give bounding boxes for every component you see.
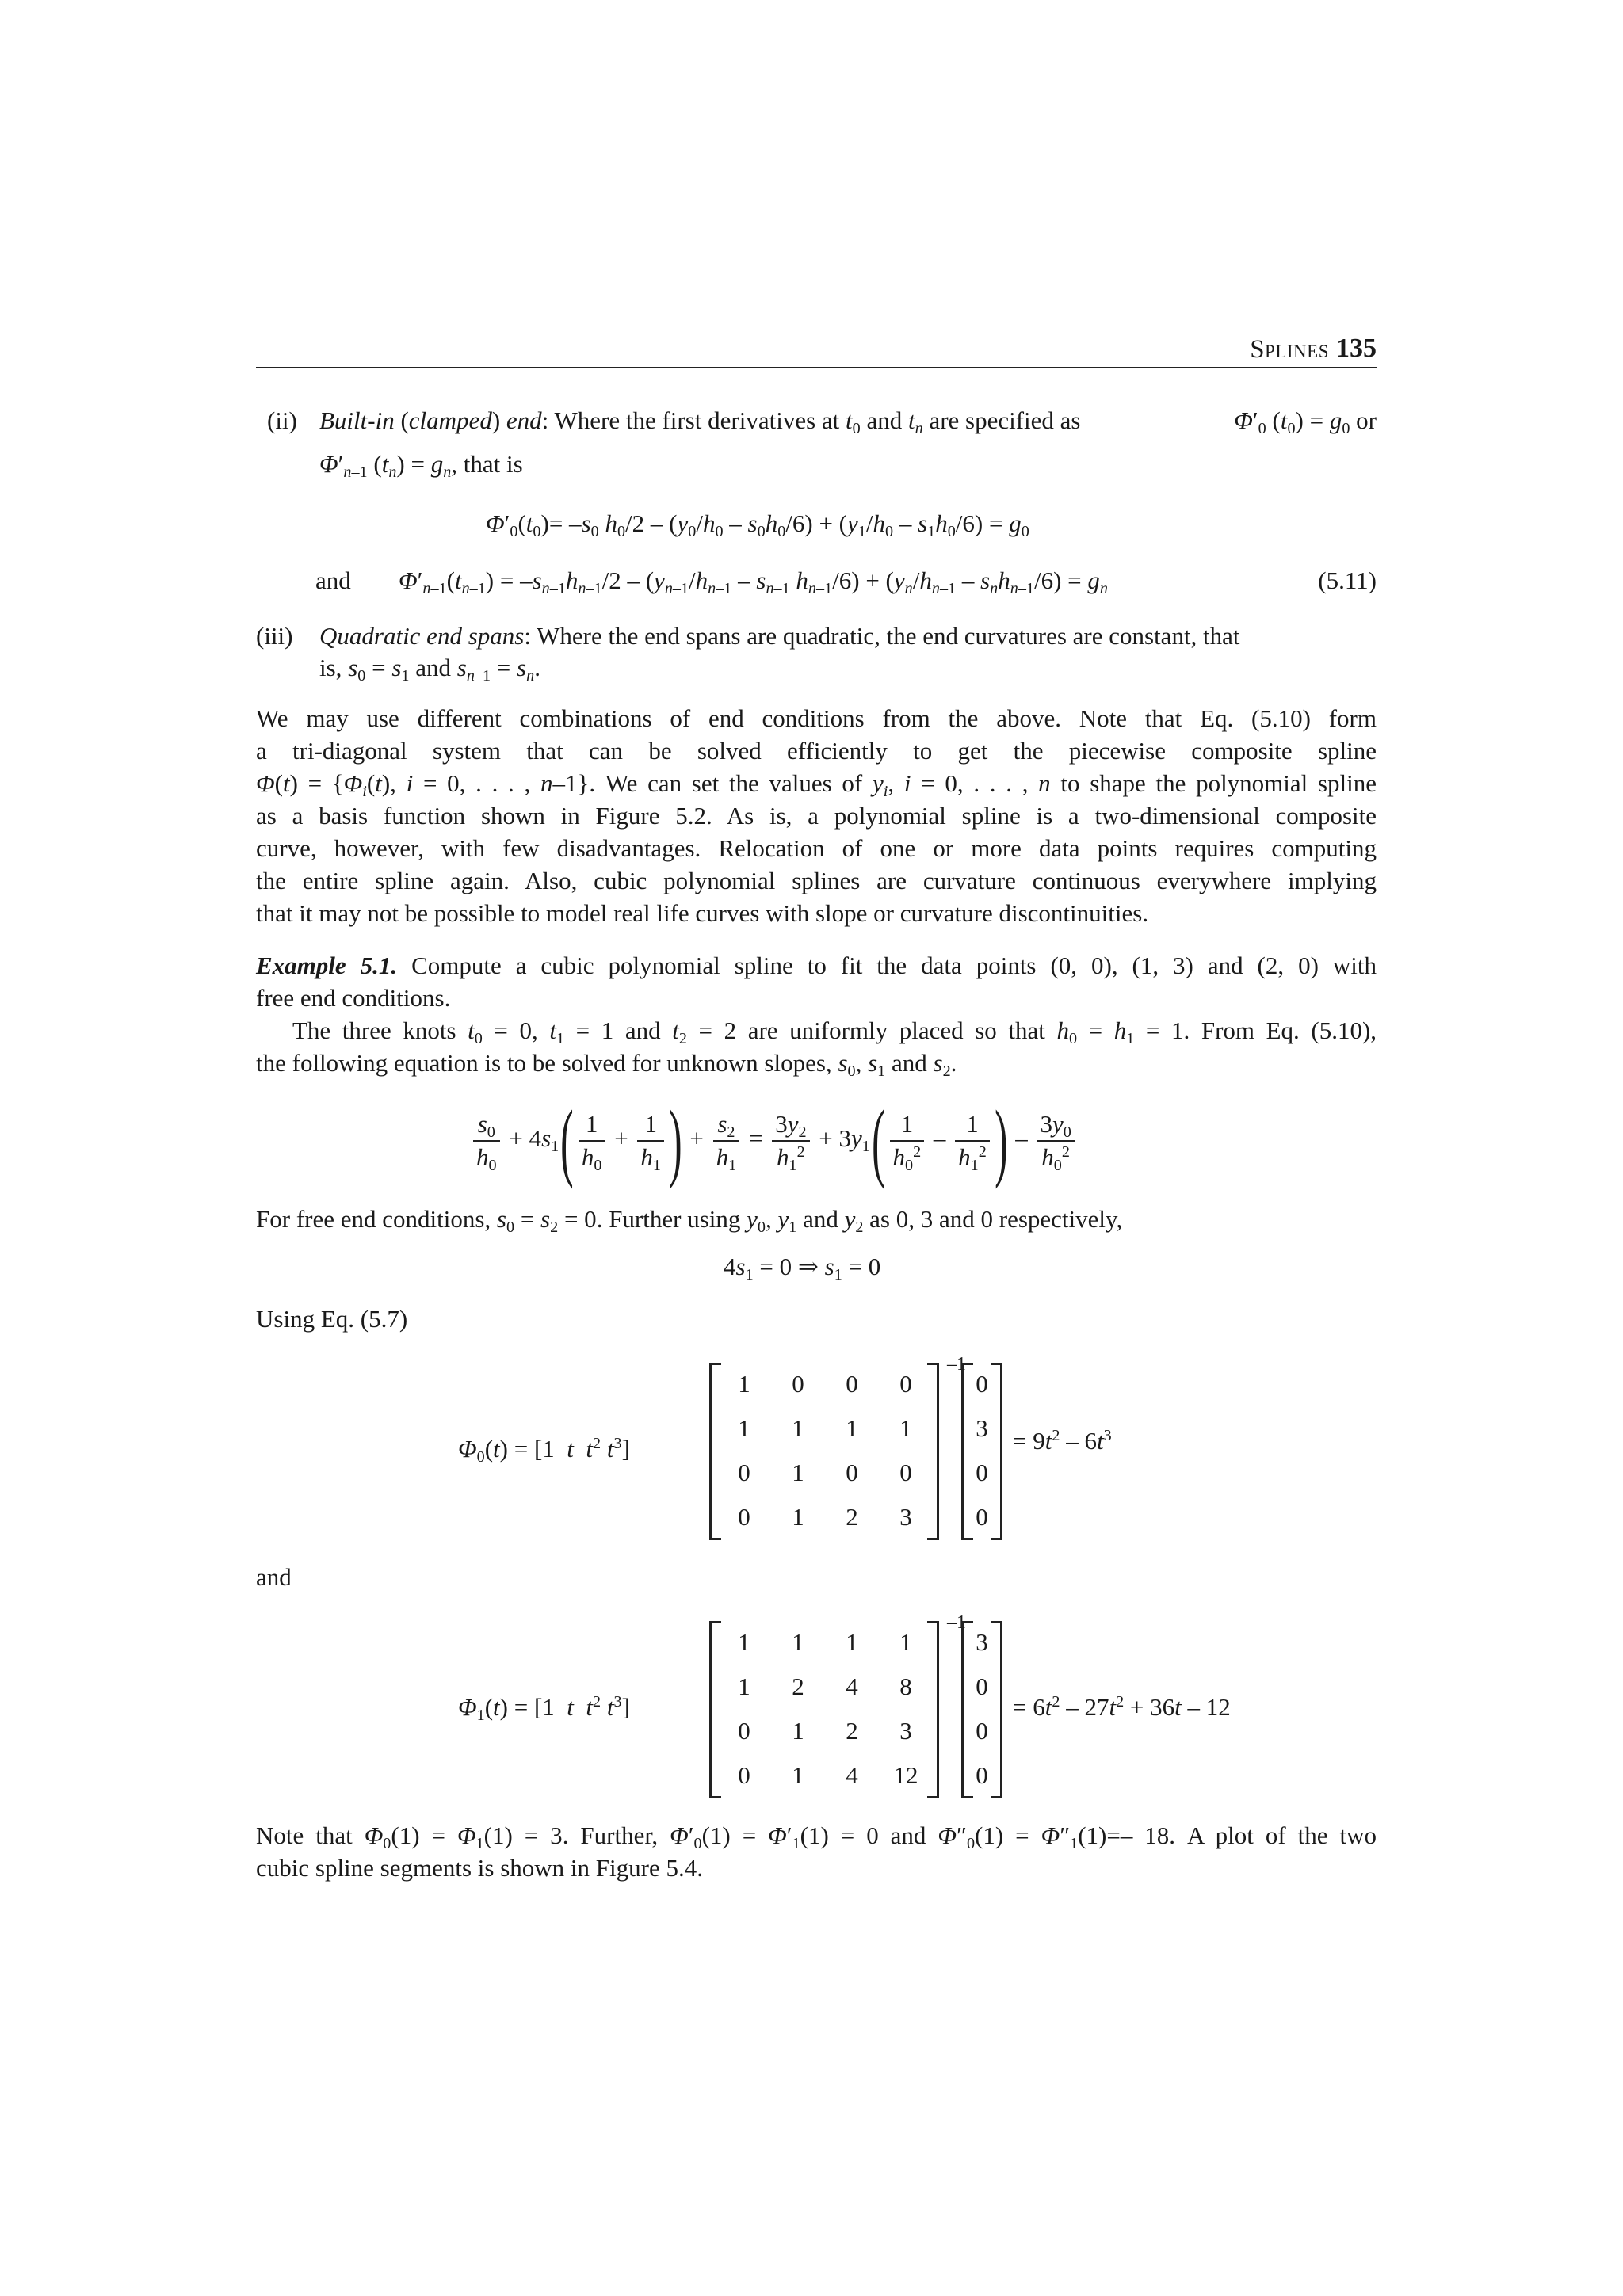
vector-cell: 0 [976,1761,988,1789]
matrix-cell: 3 [899,1503,912,1531]
matrix-cell: 1 [738,1370,750,1398]
vector-cell: 0 [976,1672,988,1700]
equation-clamped-start: $\Phi'_0(t_0)= -s_0$ $h_0/2 - (y_0/h_0 - s_0h_0/6) + (y_1/h_0 - s_1h_0/6) = g_0$ [486,509,1029,541]
matrix-cell: 1 [846,1628,858,1656]
matrix-cell: 1 [738,1628,750,1656]
phi1-data-vector [961,1621,1002,1798]
example-label: Example 5.1. [256,952,398,979]
matrix-cell: 2 [792,1672,804,1700]
phi1-result: = $6t^2 - 27t^2 + 36t - 12$ [1013,1692,1231,1721]
item-ii-label: (ii) [267,406,297,434]
matrix-cell: 2 [846,1503,858,1531]
matrix-cell: 1 [792,1414,804,1442]
matrix-cell: 12 [893,1761,918,1789]
closing-paragraph: Note that $\Phi_0(1) = \Phi_1(1) = 3$. Further, $\Phi'_0(1) = \Phi'_1(1) = 0$ and $\Phi''_0(1) = \Phi''_1(1)=-$ 18. A plot of the two cubic spline segments is shown in Figure 5.4. [256,1821,1377,1882]
matrix-cell: 1 [792,1761,804,1789]
equation-slopes: $\frac{s_0}{h_0}$ + $4s_1$( $\frac{1}{h_0}$ + $\frac{1}{h_1}$ ) + $\frac{s_2}{h_1}$ = $\frac{3y_2}{h_1^2}$ + $3y_1$( $\frac{1}{h_0^2}$ – $\frac{1}{h_1^2}$ ) – $\frac{3y_0}{h_0^2}$ [470,1101,1078,1188]
matrix-cell: 0 [738,1459,750,1486]
item-ii-line1: Built-in (clamped) end: Where the first derivatives at $t_0$ and $t_n$ are specified as $\Phi'_0$ $(t_0) = g_0$ or [319,406,1377,438]
bracket-left [709,1621,721,1798]
matrix-cell: 4 [846,1761,858,1789]
phi0-data-vector [961,1363,1002,1540]
using-eq-5-7: Using Eq. (5.7) [256,1305,408,1333]
inverse-mark: –1 [947,1354,966,1375]
matrix-cell: 1 [899,1628,912,1656]
matrix-cell: 1 [738,1414,750,1442]
phi1-coefficient-matrix [709,1612,966,1798]
equation-number-5-11: (5.11) [1318,566,1377,594]
free-end-result: $4s_1 = 0$ ⇒ $s_1 = 0$ [724,1253,881,1284]
running-header [256,329,1377,368]
paragraph-end-conditions: We may use different combinations of end conditions from the above. Note that Eq. (5.10) form a tri-diagonal system that can be solved efficiently to get the piecewise composite spline $\Phi(t) = \{\Phi_i(t)$, i = 0, . . . , n–1}. We can set the values of $y_i$, i = 0, . . . , n to shape the polynomial spline as a basis function shown in Figure 5.2. As is, a polynomial spline is a two-dimensional composite curve, however, with few disadvantages. Relocation of one or more data points requires computing the entire spline again. Also, cubic polynomial splines are curvature continuous everywhere implying that it may not be possible to model real life curves with slope or curvature discontinuities. [256,704,1377,927]
matrix-cell: 0 [738,1717,750,1745]
item-ii-line2: $\Phi'_{n-1}$ $(t_n) = g_n$, that is [319,450,523,482]
matrix-cell: 1 [792,1503,804,1531]
item-ii-paren: clamped [408,406,492,434]
matrix-cell: 0 [792,1370,804,1398]
matrix-cell: 1 [738,1672,750,1700]
running-title: Splines [1250,335,1329,364]
item-iii-line1: Quadratic end spans: Where the end spans are quadratic, the end curvatures are constant, that [319,622,1240,650]
phi1-lhs: $\Phi_1(t) = [1$ t $t^2$ $t^3$] [458,1692,630,1725]
matrix-cell: 1 [792,1717,804,1745]
vector-cell: 0 [976,1459,988,1486]
matrix-cell: 1 [846,1414,858,1442]
vector-cell: 3 [976,1628,988,1656]
matrix-cell: 0 [899,1370,912,1398]
item-ii-term: Built-in [319,406,395,434]
page [256,0,1377,2296]
matrix-cell: 1 [792,1628,804,1656]
matrix-cell: 0 [738,1503,750,1531]
vector-cell: 0 [976,1370,988,1398]
phi0-coefficient-matrix [709,1354,966,1540]
matrix-cell: 2 [846,1717,858,1745]
equation-clamped-end: $\Phi'_{n-1}(t_{n-1}) = -s_{n-1}h_{n-1}/2 - (y_{n-1}/h_{n-1} - s_{n-1}$ $h_{n-1}/6) + (y_n/h_{n-1} - s_nh_{n-1}/6) = g_n$ [399,566,1108,598]
item-iii-label: (iii) [256,622,293,650]
matrix-cell: 8 [899,1672,912,1700]
matrix-cell: 3 [899,1717,912,1745]
vector-cell: 0 [976,1503,988,1531]
matrix-cell: 4 [846,1672,858,1700]
vector-cell: 3 [976,1414,988,1442]
matrix-cell: 0 [846,1370,858,1398]
phi0-result: = $9t^2 - 6t^3$ [1013,1426,1112,1455]
matrix-cell: 0 [738,1761,750,1789]
and-word-2: and [256,1563,292,1591]
inverse-mark: –1 [947,1612,966,1633]
matrix-cell: 0 [846,1459,858,1486]
page-number: 135 [1336,334,1377,363]
example-5-1: Example 5.1. Compute a cubic polynomial spline to fit the data points (0, 0), (1, 3) and (2, 0) with free end conditions. The three knots $t_0 = 0$, $t_1 = 1$ and $t_2 = 2$ are uniformly placed so that $h_0 = h_1 = 1$. From Eq. (5.10), the following equation is to be solved for unknown slopes, $s_0$, $s_1$ and $s_2$. [256,952,1377,1081]
matrix-cell: 1 [792,1459,804,1486]
phi0-lhs: $\Phi_0(t) = [1$ t $t^2$ $t^3$] [458,1434,630,1466]
matrix-cell: 0 [899,1459,912,1486]
vector-cell: 0 [976,1717,988,1745]
and-word-1: and [315,566,351,594]
item-iii-line2: is, $s_0 = s_1$ and $s_{n-1} = s_n$. [319,654,540,685]
bracket-left [709,1363,721,1540]
matrix-cell: 1 [899,1414,912,1442]
free-end-line: For free end conditions, $s_0 = s_2 = 0$. Further using $y_0$, $y_1$ and $y_2$ as 0, 3 and 0 respectively, [256,1205,1123,1237]
